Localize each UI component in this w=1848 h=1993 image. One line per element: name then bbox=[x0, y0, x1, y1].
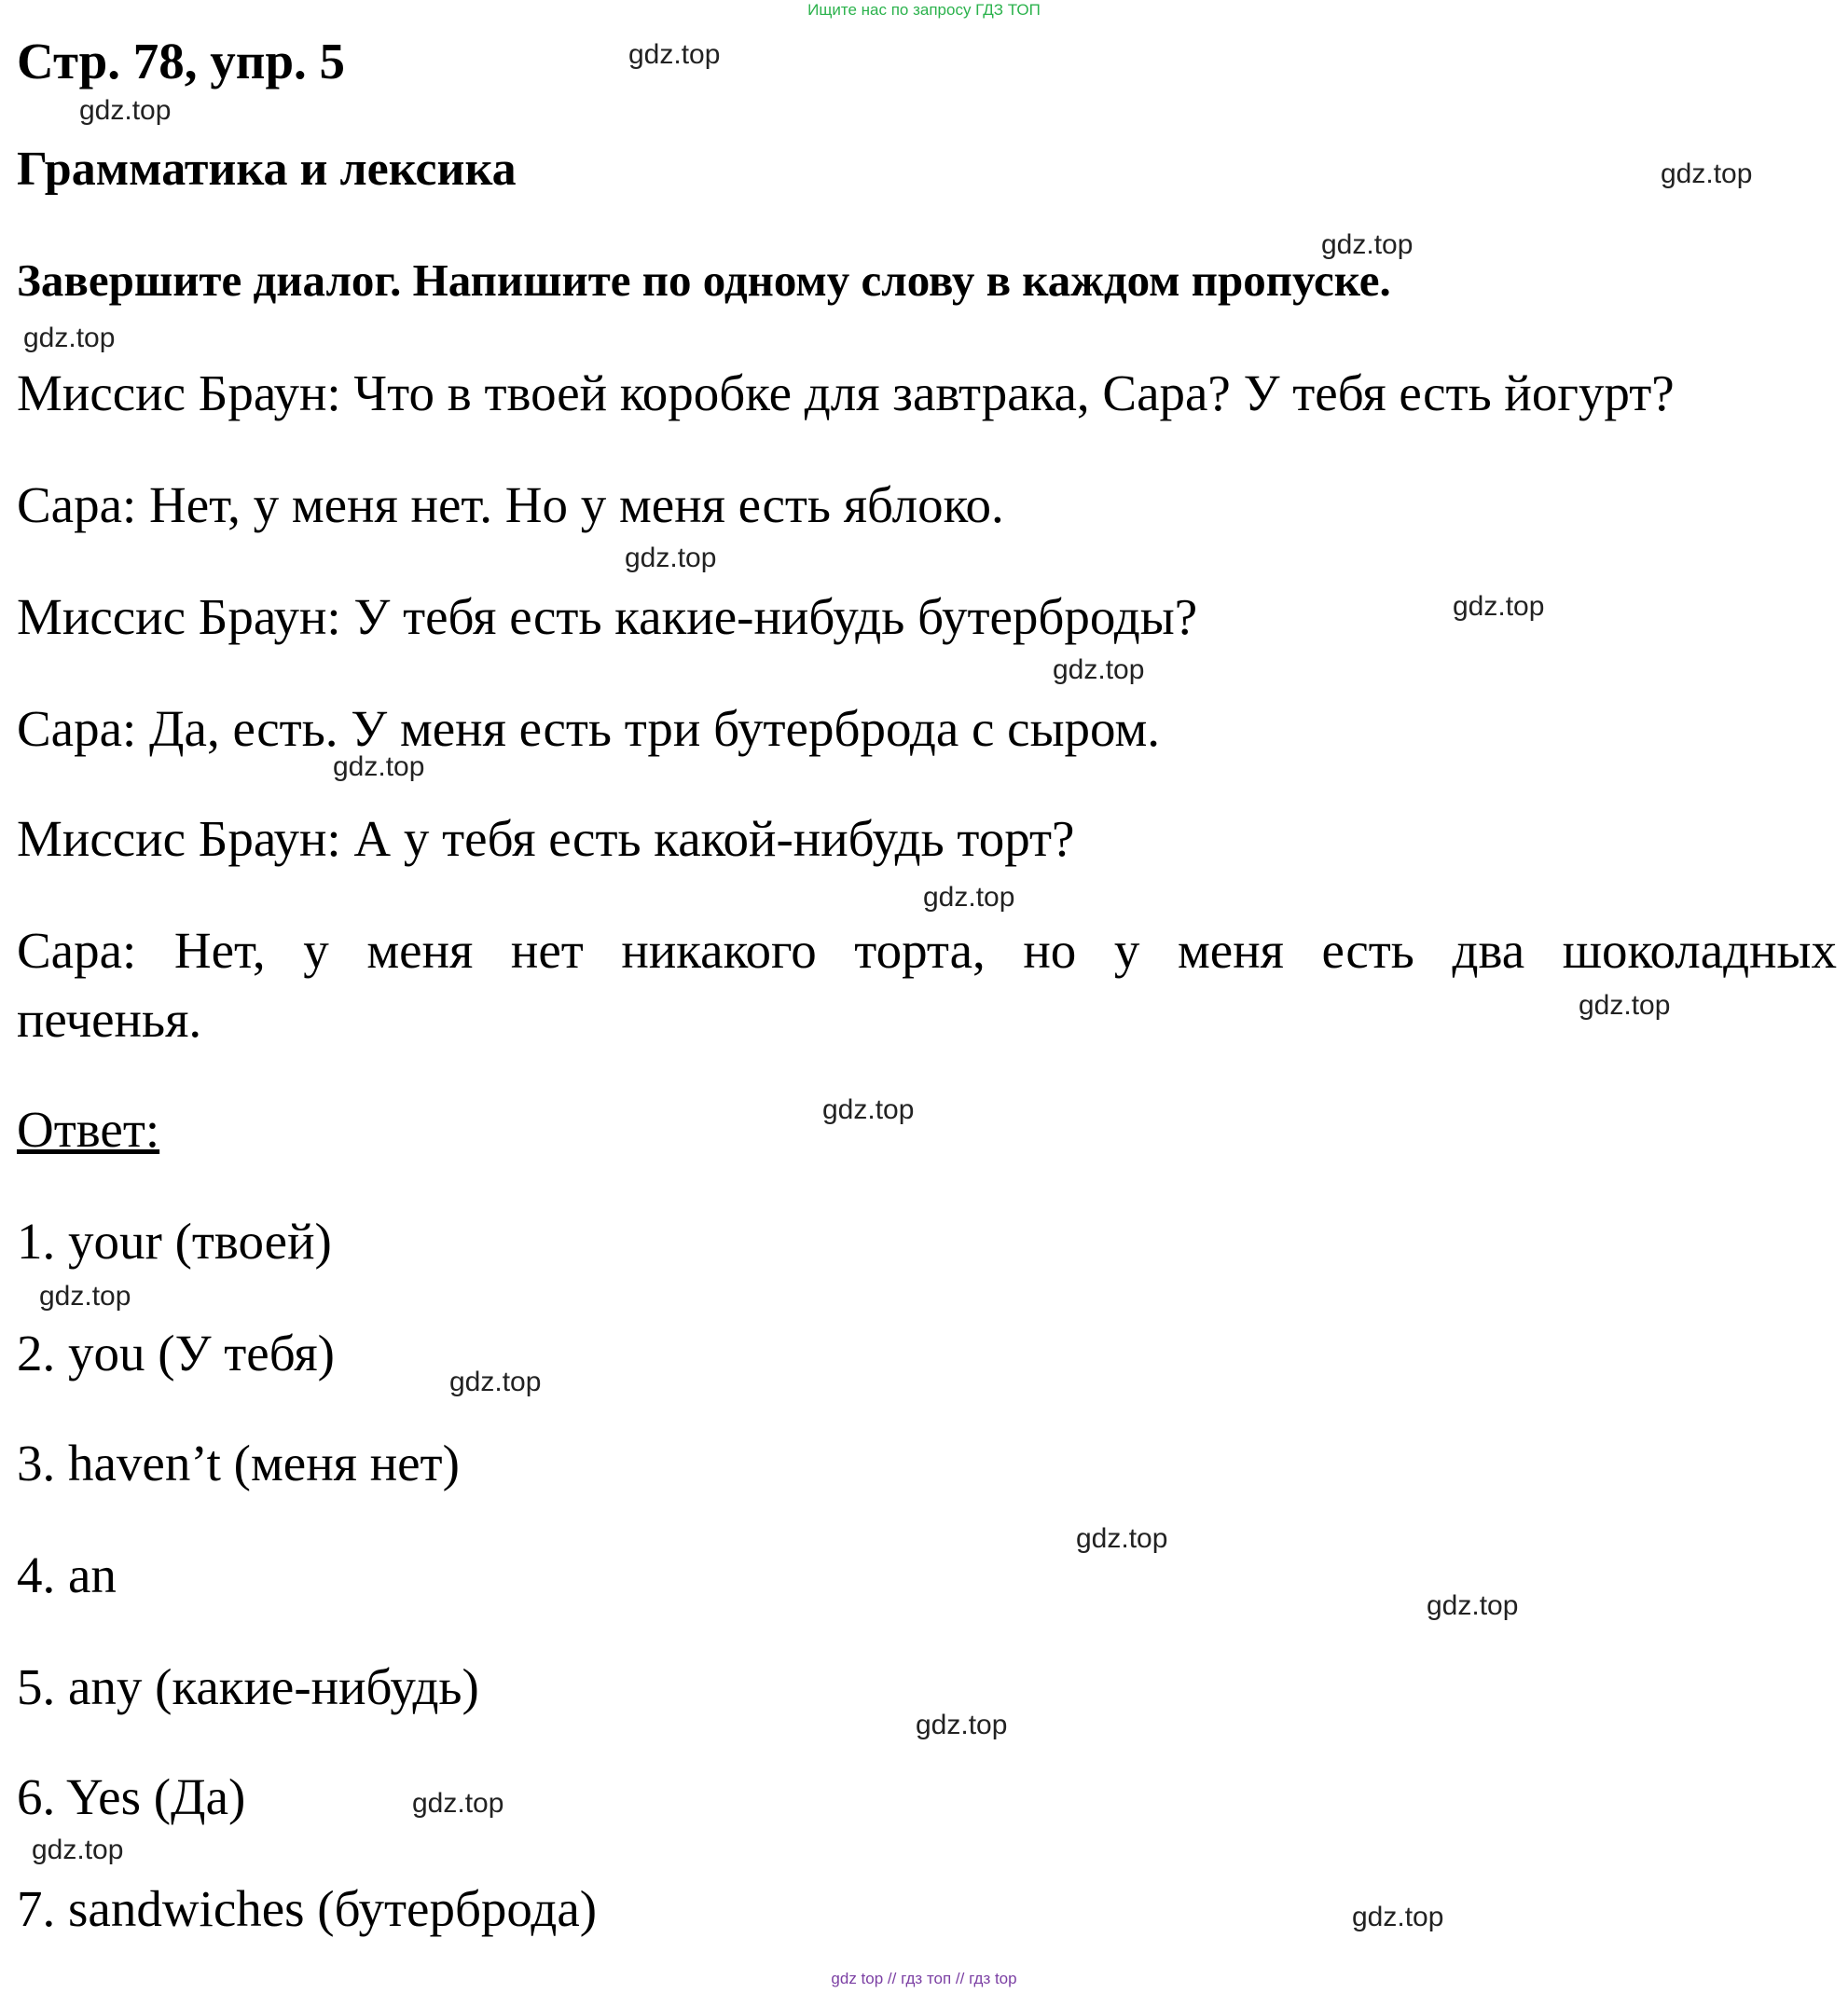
dialogue-line-5: Миссис Браун: А у тебя есть какой-нибудь торт? bbox=[17, 810, 1075, 867]
dialogue-line-3: Миссис Браун: У тебя есть какие-нибудь бутерброды? bbox=[17, 588, 1198, 645]
dialogue-line-2: Сара: Нет, у меня нет. Но у меня есть яблоко. bbox=[17, 476, 1004, 533]
watermark: gdz.top bbox=[23, 323, 116, 353]
watermark: gdz.top bbox=[916, 1710, 1008, 1740]
watermark: gdz.top bbox=[1427, 1590, 1519, 1621]
site-footer: gdz top // гдз топ // гдз top bbox=[831, 1970, 1017, 1987]
watermark: gdz.top bbox=[1453, 591, 1545, 622]
watermark: gdz.top bbox=[1321, 229, 1414, 260]
watermark: gdz.top bbox=[449, 1367, 542, 1397]
answer-6: 6. Yes (Да) bbox=[17, 1768, 246, 1825]
watermark: gdz.top bbox=[628, 39, 721, 70]
answer-4: 4. an bbox=[17, 1546, 117, 1603]
section-heading: Грамматика и лексика bbox=[17, 143, 517, 196]
dialogue-line-4: Сара: Да, есть. У меня есть три бутерброда с сыром. bbox=[17, 700, 1161, 757]
answer-3: 3. haven’t (меня нет) bbox=[17, 1435, 460, 1491]
watermark: gdz.top bbox=[1076, 1523, 1168, 1554]
watermark: gdz.top bbox=[333, 751, 425, 782]
site-banner: Ищите нас по запросу ГДЗ ТОП bbox=[807, 1, 1041, 19]
dialogue-line-6: Сара: Нет, у меня нет никакого торта, но у меня есть два шоколадных bbox=[17, 922, 1837, 979]
watermark: gdz.top bbox=[822, 1094, 915, 1125]
watermark: gdz.top bbox=[32, 1835, 124, 1865]
dialogue-line-6-cont: печенья. bbox=[17, 991, 202, 1048]
answer-5: 5. any (какие-нибудь) bbox=[17, 1658, 479, 1715]
answer-2: 2. you (У тебя) bbox=[17, 1325, 335, 1381]
answer-7: 7. sandwiches (бутерброда) bbox=[17, 1880, 598, 1937]
watermark: gdz.top bbox=[39, 1281, 131, 1312]
watermark: gdz.top bbox=[1579, 990, 1671, 1021]
watermark: gdz.top bbox=[1352, 1902, 1444, 1932]
watermark: gdz.top bbox=[79, 95, 172, 126]
answer-1: 1. your (твоей) bbox=[17, 1213, 332, 1270]
watermark: gdz.top bbox=[1053, 654, 1145, 685]
watermark: gdz.top bbox=[412, 1788, 504, 1819]
answer-heading: Ответ: bbox=[17, 1101, 160, 1158]
dialogue-line-1: Миссис Браун: Что в твоей коробке для завтрака, Сара? У тебя есть йогурт? bbox=[17, 364, 1675, 421]
watermark: gdz.top bbox=[1661, 158, 1753, 189]
task-instruction: Завершите диалог. Напишите по одному слову в каждом пропуске. bbox=[17, 254, 1391, 306]
watermark: gdz.top bbox=[923, 882, 1015, 913]
watermark: gdz.top bbox=[625, 543, 717, 573]
page-title: Стр. 78, упр. 5 bbox=[17, 33, 346, 89]
